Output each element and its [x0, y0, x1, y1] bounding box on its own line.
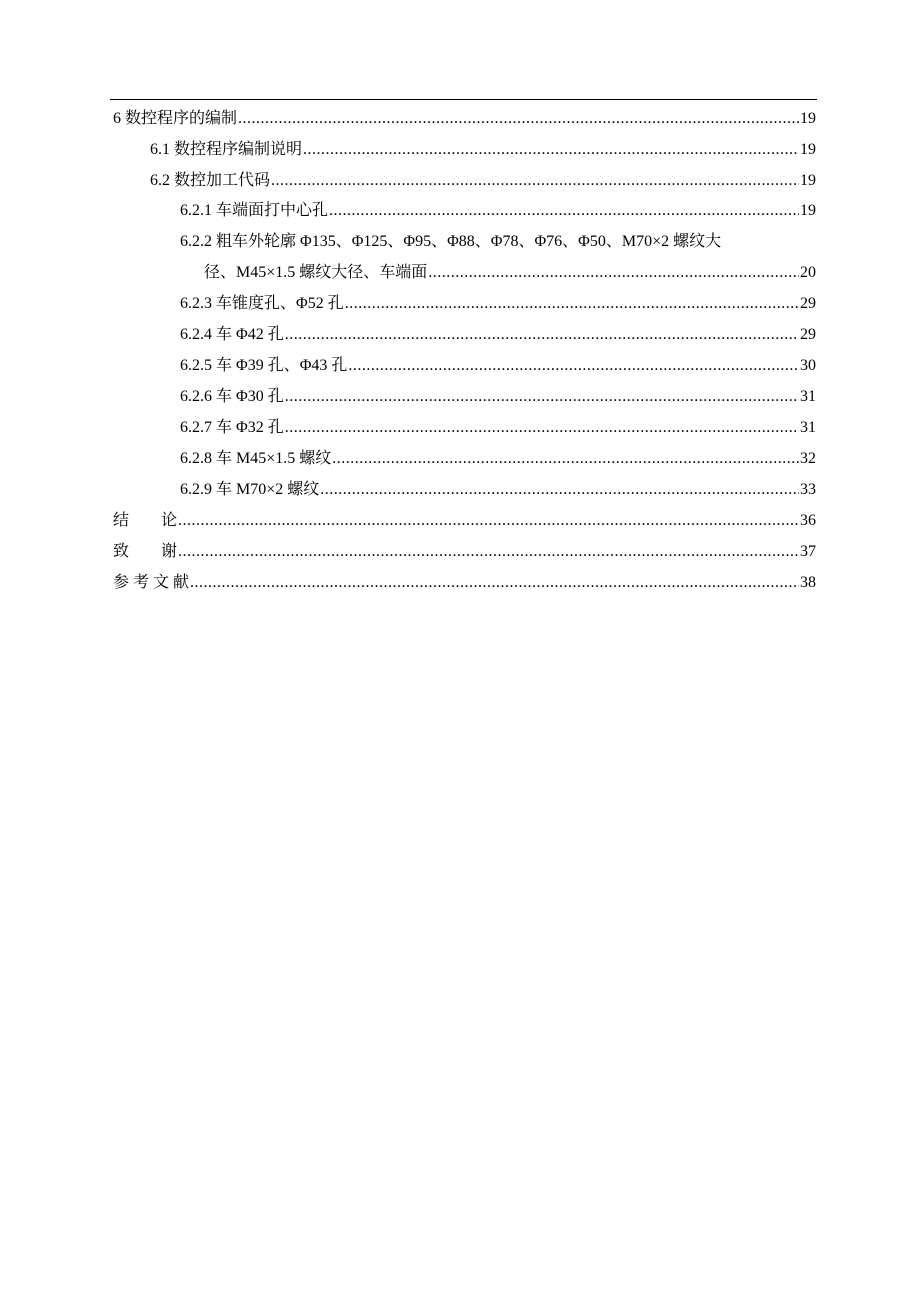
toc-dot-leader [178, 510, 799, 532]
toc-entry-page: 32 [800, 450, 816, 467]
toc-entry-6-2-8[interactable] [180, 448, 816, 470]
toc-entry-acknowledgements[interactable] [113, 541, 816, 563]
toc-entry-title: 6.2.6 车 Φ30 孔 [180, 388, 284, 405]
toc-dot-leader [285, 417, 799, 439]
toc-entry-6-2-3[interactable] [180, 293, 816, 315]
toc-entry-page: 19 [800, 110, 816, 127]
toc-entry-6-2-1[interactable] [180, 200, 816, 222]
toc-entry-page: 38 [800, 574, 816, 591]
toc-entry-page: 19 [800, 141, 816, 158]
toc-entry-page: 33 [800, 481, 816, 498]
toc-entry-page: 20 [800, 264, 816, 281]
toc-entry-title: 6.2.8 车 M45×1.5 螺纹 [180, 450, 332, 467]
toc-entry-title: 6.2.2 粗车外轮廓 Φ135、Φ125、Φ95、Φ88、Φ78、Φ76、Φ50、M70×2 螺纹大 [180, 233, 722, 250]
toc-entry-page: 19 [800, 172, 816, 189]
toc-entry-title: 6.2.5 车 Φ39 孔、Φ43 孔 [180, 357, 348, 374]
toc-dot-leader [329, 200, 799, 222]
toc-entry-references[interactable] [113, 572, 816, 594]
toc-entry-title: 6.1 数控程序编制说明 [150, 141, 303, 158]
toc-dot-leader [178, 541, 799, 563]
toc-entry-6-2-4[interactable] [180, 324, 816, 346]
toc-entry-6-2-9[interactable] [180, 479, 816, 501]
toc-entry-title: 6.2.1 车端面打中心孔 [180, 202, 329, 219]
toc-entry-6-2-2-line1[interactable] [180, 231, 721, 253]
toc-entry-6-2-7[interactable] [180, 417, 816, 439]
toc-entry-title: 6.2.3 车锥度孔、Φ52 孔 [180, 295, 344, 312]
toc-dot-leader [285, 324, 799, 346]
toc-entry-conclusion[interactable] [113, 510, 816, 532]
toc-entry-page: 37 [800, 543, 816, 560]
toc-entry-page: 30 [800, 357, 816, 374]
toc-dot-leader [428, 262, 799, 284]
toc-entry-title: 6 数控程序的编制 [113, 110, 238, 127]
toc-entry-6-2[interactable] [150, 170, 816, 192]
toc-entry-title: 结 论 [113, 512, 178, 529]
toc-dot-leader [332, 448, 799, 470]
toc-entry-chapter-6[interactable] [113, 108, 816, 130]
toc-entry-title: 6.2.4 车 Φ42 孔 [180, 326, 284, 343]
toc-dot-leader [238, 108, 799, 130]
toc-entry-6-2-2-line2[interactable] [204, 262, 816, 284]
toc-dot-leader [303, 139, 799, 161]
toc-entry-6-2-6[interactable] [180, 386, 816, 408]
toc-dot-leader [348, 355, 799, 377]
toc-entry-title: 6.2 数控加工代码 [150, 172, 271, 189]
toc-entry-title: 6.2.7 车 Φ32 孔 [180, 419, 284, 436]
toc-dot-leader [190, 572, 799, 594]
toc-entry-page: 31 [800, 419, 816, 436]
toc-entry-6-2-5[interactable] [180, 355, 816, 377]
toc-entry-title: 致 谢 [113, 543, 178, 560]
toc-dot-leader [285, 386, 799, 408]
toc-dot-leader [345, 293, 799, 315]
toc-entry-title: 参 考 文 献 [113, 574, 190, 591]
toc-dot-leader [271, 170, 799, 192]
toc-entry-page: 19 [800, 202, 816, 219]
toc-entry-page: 31 [800, 388, 816, 405]
toc-entry-page: 29 [800, 326, 816, 343]
toc-entry-page: 36 [800, 512, 816, 529]
toc-entry-title: 6.2.9 车 M70×2 螺纹 [180, 481, 320, 498]
toc-dot-leader [320, 479, 799, 501]
toc-entry-page: 29 [800, 295, 816, 312]
header-rule [110, 99, 817, 100]
toc-entry-title: 径、M45×1.5 螺纹大径、车端面 [204, 264, 428, 281]
toc-entry-6-1[interactable] [150, 139, 816, 161]
